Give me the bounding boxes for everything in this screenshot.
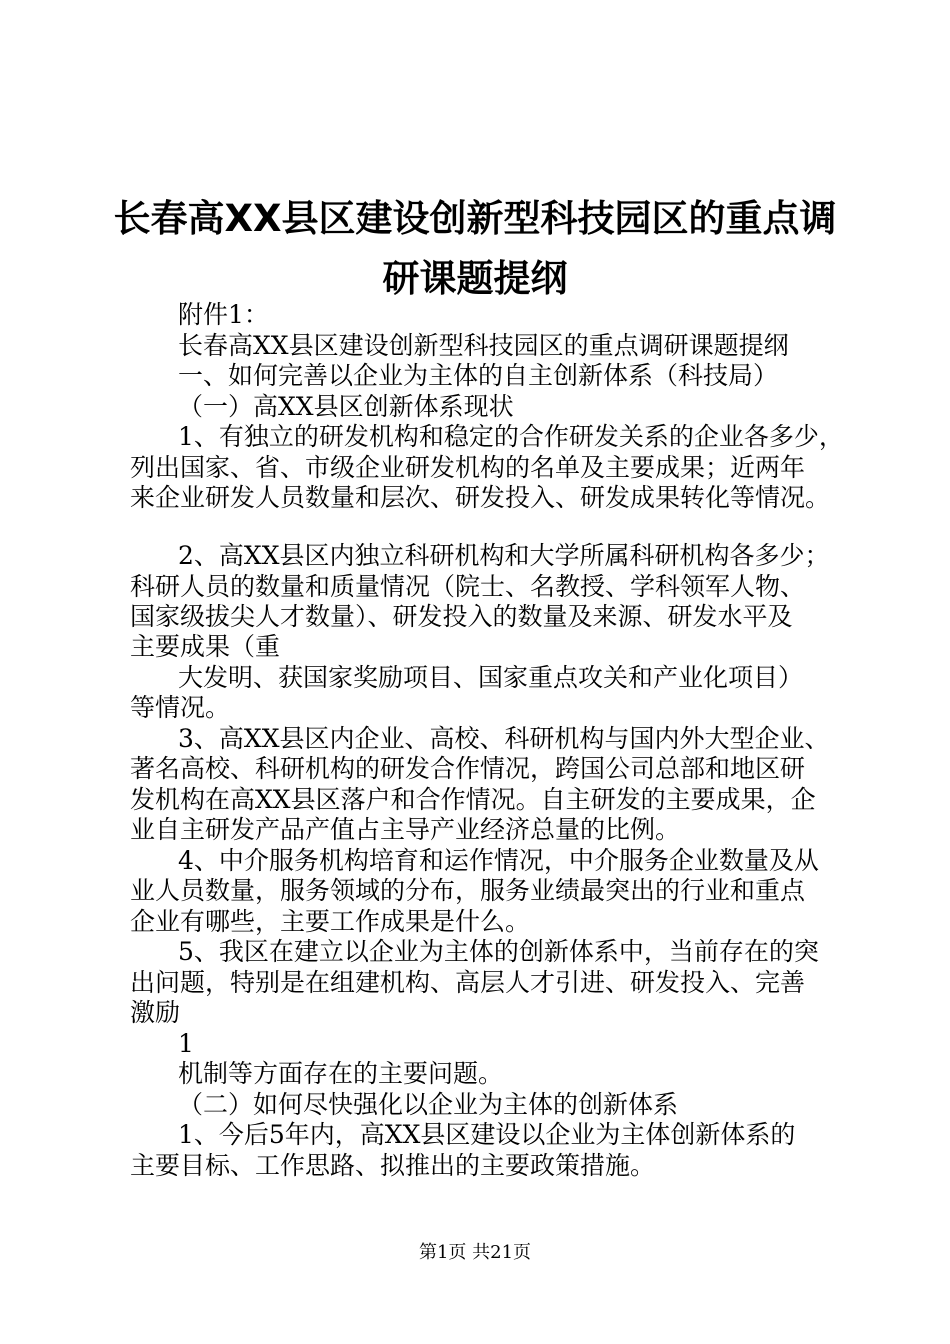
paragraph-3-line-1: 3、高XX县区内企业、高校、科研机构与国内外大型企业、 [178, 724, 830, 753]
paragraph-6-line-1: 1、今后5年内，高XX县区建设以企业为主体创新体系的 [178, 1120, 796, 1149]
paragraph-1-line-2: 列出国家、省、市级企业研发机构的名单及主要成果；近两年 [130, 453, 806, 482]
paragraph-2-line-2: 科研人员的数量和质量情况（院士、名教授、学科领军人物、 [130, 572, 806, 601]
paragraph-2-line-5: 大发明、获国家奖励项目、国家重点攻关和产业化项目） [178, 663, 804, 692]
paragraph-6-line-2: 主要目标、工作思路、拟推出的主要政策措施。 [130, 1151, 656, 1180]
paragraph-3-line-2: 著名高校、科研机构的研发合作情况，跨国公司总部和地区研 [130, 754, 806, 783]
paragraph-1-line-3: 来企业研发人员数量和层次、研发投入、研发成果转化等情况。 [130, 483, 831, 512]
paragraph-2-line-3: 国家级拔尖人才数量）、研发投入的数量及来源、研发水平及 [130, 602, 793, 631]
inline-page-number: 1 [178, 1029, 194, 1058]
paragraph-2-line-4: 主要成果（重 [130, 632, 281, 661]
paragraph-5-line-2: 出问题，特别是在组建机构、高层人才引进、研发投入、完善 [130, 968, 806, 997]
attachment-label: 附件1： [178, 300, 269, 329]
subsection-heading-1: （一）高XX县区创新体系现状 [178, 392, 514, 421]
page-footer: 第1页 共21页 [418, 1242, 532, 1263]
document-title-line-1: 长春高XX县区建设创新型科技园区的重点调 [113, 197, 837, 240]
paragraph-3-line-4: 业自主研发产品产值占主导产业经济总量的比例。 [130, 815, 681, 844]
paragraph-4-line-1: 4、中介服务机构培育和运作情况，中介服务企业数量及从 [178, 846, 819, 875]
paragraph-2-line-1: 2、高XX县区内独立科研机构和大学所属科研机构各多少； [178, 541, 830, 570]
paragraph-4-line-3: 企业有哪些，主要工作成果是什么。 [130, 907, 531, 936]
paragraph-4-line-2: 业人员数量，服务领域的分布，服务业绩最突出的行业和重点 [130, 876, 806, 905]
section-heading-1: 一、如何完善以企业为主体的自主创新体系（科技局） [178, 361, 779, 390]
paragraph-2-line-6: 等情况。 [130, 693, 231, 722]
subsection-heading-2: （二）如何尽快强化以企业为主体的创新体系 [178, 1090, 679, 1119]
paragraph-5-line-1: 5、我区在建立以企业为主体的创新体系中，当前存在的突 [178, 937, 819, 966]
paragraph-3-line-3: 发机构在高XX县区落户和合作情况。自主研发的主要成果，企 [130, 785, 816, 814]
paragraph-5-line-3: 激励 [130, 998, 181, 1027]
paragraph-1-line-1: 1、有独立的研发机构和稳定的合作研发关系的企业各多少， [178, 422, 844, 451]
paragraph-5-line-4: 机制等方面存在的主要问题。 [178, 1059, 504, 1088]
doc-subtitle: 长春高XX县区建设创新型科技园区的重点调研课题提纲 [178, 331, 789, 360]
document-title-line-2: 研课题提纲 [382, 257, 568, 300]
